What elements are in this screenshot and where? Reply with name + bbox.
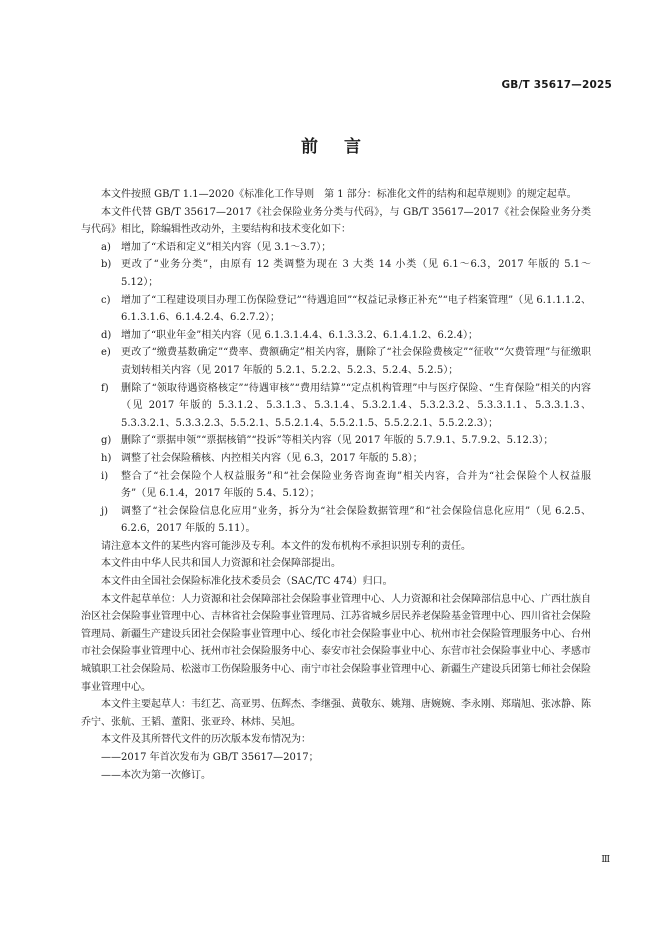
item-text: 删除了“票据申领”“票据核销”“投诉”等相关内容（见 2017 年版的 5.7.9.1、5.7.9.2、5.12.3）；: [121, 435, 554, 447]
standard-code-header: GB/T 35617—2025: [501, 79, 612, 91]
drafters: 本文件主要起草人：韦红艺、高亚男、伍辉杰、李继强、黄敬东、姚翔、唐婉婉、李永刚、郑瑞旭、张冰静、陈乔宁、张航、王韬、董阳、张亚玲、林炜、吴旭。: [81, 699, 591, 728]
item-text: 增加了“职业年金”相关内容（见 6.1.3.1.4.4、6.1.3.3.2、6.1.4.1.2、6.2.4）；: [121, 329, 478, 341]
history-entry: ——2017 年首次发布为 GB/T 35617—2017；: [101, 752, 319, 763]
item-text: 整合了“社会保险个人权益服务”和“社会保险业务咨询查询”相关内容，合并为“社会保险个人权益服务”（见 6.1.4，2017 年版的 5.4、5.12）；: [121, 470, 591, 500]
item-text: 调整了“社会保险信息化应用”业务，拆分为“社会保险数据管理”和“社会保险信息化应用”（见 6.2.5、6.2.6，2017 年版的 5.11）。: [121, 505, 591, 535]
change-item: [81, 256, 591, 291]
change-item: [81, 468, 591, 503]
change-item: [81, 239, 591, 257]
item-text: 增加了“术语和定义”相关内容（见 3.1～3.7）；: [121, 241, 332, 253]
paragraph-replacement: 本文件代替 GB/T 35617—2017《社会保险业务分类与代码》，与 GB/T 35617—2017《社会保险业务分类与代码》相比，除编辑性改动外，主要结构和技术变化如下：: [81, 206, 591, 236]
change-item: [81, 380, 591, 433]
change-item: [81, 432, 591, 450]
item-marker: c): [101, 294, 111, 306]
item-text: 增加了“工程建设项目办理工伤保险登记”“待遇追回”“权益记录修正补充”“电子档案管理”（见 6.1.1.1.2、6.1.3.1.6、6.1.4.2.4、6.2.7.2）；: [121, 294, 591, 324]
item-marker: i): [101, 470, 109, 482]
history-entry: ——本次为第一次修订。: [101, 769, 211, 781]
page-title: 前言: [301, 137, 387, 157]
item-marker: a): [101, 241, 111, 253]
change-item: [81, 292, 591, 327]
change-item: [81, 327, 591, 345]
item-text: 调整了社会保险稽核、内控相关内容（见 6.3，2017 年版的 5.8）；: [121, 452, 423, 464]
foreword-body: [81, 186, 591, 784]
item-marker: f): [101, 382, 109, 394]
item-text: 更改了“缴费基数确定”“费率、费额确定”相关内容，删除了“社会保险费核定”“征收”“欠费管理”与征缴职责划转相关内容（见 2017 年版的 5.2.1、5.2.2、5.2.3、5.2.4、5.2.5）；: [121, 347, 591, 376]
paragraph-drafting-rules: 本文件按照 GB/T 1.1—2020《标准化工作导则 第 1 部分：标准化文件的结构和起草规则》的规定起草。: [101, 189, 577, 200]
change-item: [81, 503, 591, 538]
item-marker: g): [101, 435, 112, 447]
item-marker: j): [101, 505, 109, 517]
item-marker: b): [101, 259, 112, 271]
committee-statement: 本文件由全国社会保险标准化技术委员会（SAC/TC 474）归口。: [101, 576, 393, 588]
change-item: [81, 450, 591, 468]
item-marker: e): [101, 347, 111, 359]
patent-notice: 请注意本文件的某些内容可能涉及专利。本文件的发布机构不承担识别专利的责任。: [101, 540, 471, 552]
proposer-statement: 本文件由中华人民共和国人力资源和社会保障部提出。: [101, 558, 341, 570]
item-text: 更改了“业务分类”，由原有 12 类调整为现在 3 大类 14 小类（见 6.1～6.3，2017 年版的 5.1～5.12）；: [121, 259, 591, 288]
item-text: 删除了“领取待遇资格核定”“待遇审核”“费用结算”“定点机构管理”中与医疗保险、“生育保险”相关的内容（见 2017 年版的 5.3.1.2、5.3.1.3、5.3.1.4、5.3.2.1.4、5.3.2.3.2、5.3.3.1.1、5.3.3.1.3、5.3.3.2.1、5.3.3.2.3、5.5.2.1、5.5.2.1.4、5.5.2.1.5、5.5.2.2.1、5.5.2.2.3）；: [121, 382, 591, 429]
page-number: Ⅲ: [601, 855, 610, 865]
item-marker: d): [101, 329, 112, 341]
drafting-units: 本文件起草单位：人力资源和社会保障部社会保险事业管理中心、人力资源和社会保障部信息中心、广西壮族自治区社会保险事业管理中心、吉林省社会保险事业管理局、江苏省城乡居民养老保险基金管理中心、四川省社会保险管理局、新疆生产建设兵团社会保险事业管理中心、绥化市社会保险事业中心、杭州市社会保险管理服务中心、台州市社会保险事业管理中心、抚州市社会保险服务中心、泰安市社会保险事业中心、东营市社会保险事业中心、孝感市城镇职工社会保险局、松滋市工伤保险服务中心、南宁市社会保险事业管理中心、新疆生产建设兵团第七师社会保险事业管理中心。: [81, 593, 591, 693]
change-item: [81, 344, 591, 379]
item-marker: h): [101, 452, 112, 464]
history-intro: 本文件及其所替代文件的历次版本发布情况为：: [101, 734, 311, 746]
